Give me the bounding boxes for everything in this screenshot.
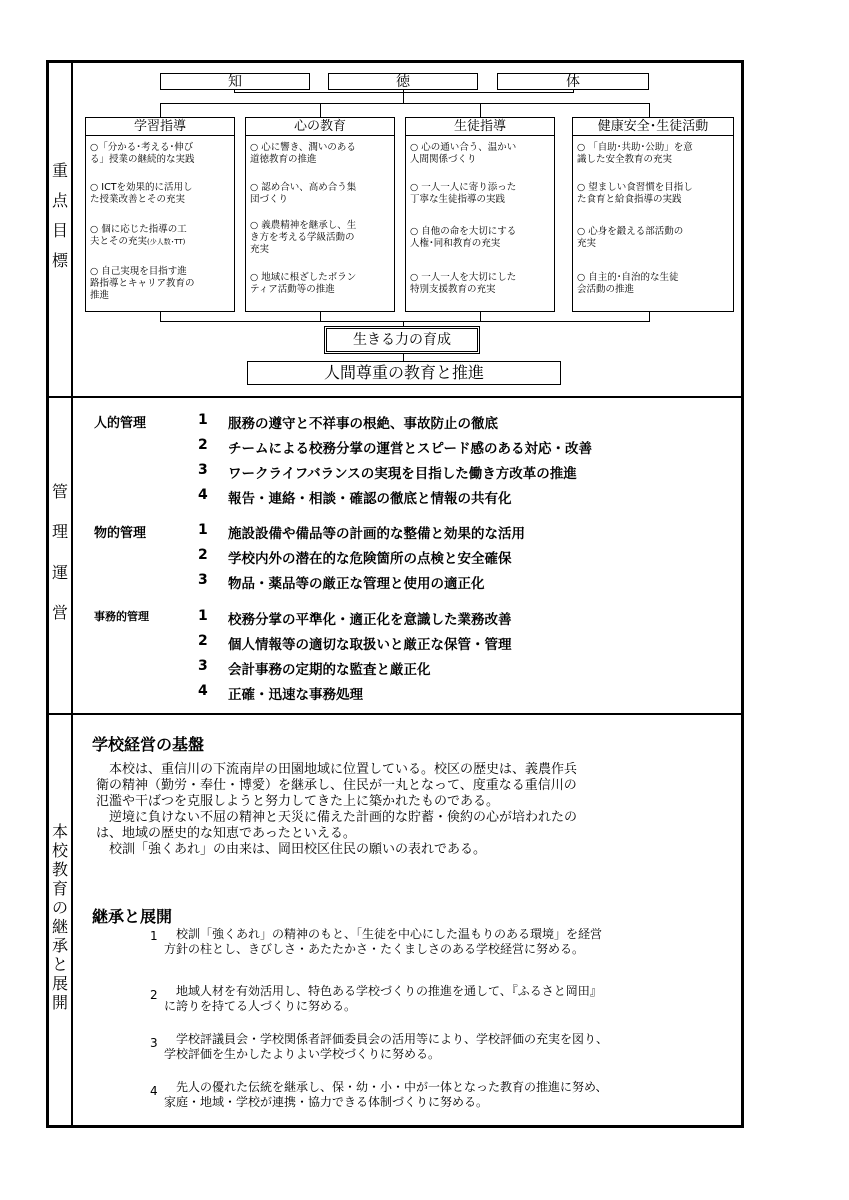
side-char: 標 bbox=[51, 251, 68, 270]
mgmt-item: 校務分掌の平準化・適正化を意識した業務改善 bbox=[228, 612, 512, 628]
connector bbox=[649, 103, 650, 117]
development-line: 先人の優れた伝統を継承し、保・幼・小・中が一体となった教育の推進に努め、 bbox=[164, 1080, 608, 1094]
development-line: 地域人材を有効活用し、特色ある学校づくりの推進を通して、『ふるさと岡田』 bbox=[164, 984, 602, 998]
pillar-body: 体 bbox=[497, 73, 649, 90]
connector bbox=[234, 90, 235, 93]
mgmt-category: 人的管理 bbox=[94, 416, 147, 431]
mgmt-category: 物的管理 bbox=[94, 526, 147, 541]
mgmt-item: ワークライフバランスの実現を目指した働き方改革の推進 bbox=[228, 466, 577, 482]
mgmt-num: 2 bbox=[198, 633, 208, 649]
side-char: 開 bbox=[51, 993, 68, 1012]
goal-item: ○ 望ましい食習慣を目指し た食育と給食指導の実践 bbox=[577, 182, 693, 205]
column-title: 生徒指導 bbox=[406, 118, 554, 136]
mgmt-category: 事務的管理 bbox=[94, 610, 149, 623]
goal-column-heart bbox=[245, 117, 395, 312]
goal-item: ○「分かる･考える･伸び る」授業の継続的な実践 bbox=[90, 142, 195, 165]
connector bbox=[573, 90, 574, 93]
development-line: 家庭・地域・学校が連携・協力できる体制づくりに努める。 bbox=[164, 1095, 489, 1109]
mgmt-item: 会計事務の定期的な監査と厳正化 bbox=[228, 662, 431, 678]
goal-item: ○ 認め合い、高め合う集 団づくり bbox=[250, 182, 357, 205]
goal-column-health bbox=[572, 117, 734, 312]
side-char: 教 bbox=[51, 860, 68, 879]
goal-item: ○ 地域に根ざしたボラン ティア活動等の推進 bbox=[250, 272, 357, 295]
goal-item: ○ 「自助･共助･公助」を意 識した安全教育の充実 bbox=[577, 142, 693, 165]
mgmt-item: チームによる校務分掌の運営とスピード感のある対応・改善 bbox=[228, 441, 592, 457]
mgmt-num: 2 bbox=[198, 547, 208, 563]
goal-item: ○ 自己実現を目指す進 路指導とキャリア教育の 推進 bbox=[90, 266, 195, 301]
mgmt-item: 施設設備や備品等の計画的な整備と効果的な活用 bbox=[228, 526, 525, 542]
development-line: に誇りを持てる人づくりに努める。 bbox=[164, 999, 357, 1013]
mgmt-num: 4 bbox=[198, 683, 208, 699]
side-char: と bbox=[51, 955, 68, 974]
goal-item: ○ 心身を鍛える部活動の 充実 bbox=[577, 226, 684, 249]
foundation-line: 校訓「強くあれ」の由来は、岡田校区住民の願いの表れである。 bbox=[96, 842, 487, 857]
mgmt-num: 1 bbox=[198, 522, 208, 538]
mgmt-num: 4 bbox=[198, 487, 208, 503]
bottom-box-respect: 人間尊重の教育と推進 bbox=[247, 361, 561, 385]
foundation-line: 本校は、重信川の下流南岸の田園地域に位置している。校区の歴史は、義農作兵 bbox=[96, 762, 578, 777]
section-divider-2 bbox=[46, 713, 744, 715]
mgmt-num: 1 bbox=[198, 608, 208, 624]
foundation-line: 衛の精神（勤労・奉仕・博愛）を継承し、住民が一丸となって、度重なる重信川の bbox=[96, 778, 577, 793]
side-char: の bbox=[51, 898, 68, 917]
goal-item: ○ 心に響き、潤いのある 道徳教育の推進 bbox=[250, 142, 356, 165]
section-divider-1 bbox=[46, 396, 744, 398]
goal-item: ○ 自他の命を大切にする 人権･同和教育の充実 bbox=[410, 226, 517, 249]
side-char: 重 bbox=[51, 161, 68, 180]
pillar-virtue: 徳 bbox=[328, 73, 478, 90]
mgmt-num: 2 bbox=[198, 437, 208, 453]
side-char: 点 bbox=[51, 191, 68, 210]
connector bbox=[160, 103, 161, 117]
foundation-line: 逆境に負けない不屈の精神と天災に備えた計画的な貯蓄・倹約の心が培われたの bbox=[96, 810, 578, 825]
connector bbox=[160, 321, 650, 322]
development-num: 4 bbox=[150, 1084, 158, 1098]
goal-item: ○ ICTを効果的に活用し た授業改善とその充実 bbox=[90, 182, 193, 205]
goal-item: ○ 心の通い合う、温かい 人間関係づくり bbox=[410, 142, 517, 165]
side-char: 校 bbox=[51, 841, 68, 860]
goal-item: ○ 一人一人を大切にした 特別支援教育の充実 bbox=[410, 272, 517, 295]
development-num: 1 bbox=[150, 929, 158, 943]
foundation-line: 氾濫や干ばつを克服しようと努力してきた上に築かれたものである。 bbox=[96, 794, 500, 809]
column-title: 健康安全･生徒活動 bbox=[573, 118, 733, 136]
development-num: 3 bbox=[150, 1036, 158, 1050]
foundation-line: は、地域の歴史的な知恵であったといえる。 bbox=[96, 826, 356, 841]
mgmt-num: 3 bbox=[198, 658, 208, 674]
mgmt-item: 学校内外の潜在的な危険箇所の点検と安全確保 bbox=[228, 551, 512, 567]
side-char: 展 bbox=[51, 974, 68, 993]
connector bbox=[160, 103, 650, 104]
mgmt-num: 1 bbox=[198, 412, 208, 428]
connector bbox=[480, 103, 481, 117]
side-char: 営 bbox=[51, 603, 68, 622]
goal-column-learning bbox=[85, 117, 235, 312]
mgmt-item: 個人情報等の適切な取扱いと厳正な保管・管理 bbox=[228, 637, 512, 653]
mgmt-num: 3 bbox=[198, 572, 208, 588]
goal-item: ○ 一人一人に寄り添った 丁寧な生徒指導の実践 bbox=[410, 182, 517, 205]
goal-item: ○ 義農精神を継承し、生 き方を考える学級活動の 充実 bbox=[250, 220, 357, 255]
mgmt-item: 服務の遵守と不祥事の根絶、事故防止の徹底 bbox=[228, 416, 498, 432]
side-char: 理 bbox=[51, 522, 68, 541]
mgmt-item: 報告・連絡・相談・確認の徹底と情報の共有化 bbox=[228, 491, 512, 507]
side-char: 承 bbox=[51, 936, 68, 955]
pillar-knowledge: 知 bbox=[160, 73, 310, 90]
connector bbox=[403, 90, 404, 103]
connector bbox=[320, 103, 321, 117]
side-char: 本 bbox=[51, 822, 68, 841]
side-char: 運 bbox=[51, 563, 68, 582]
column-title: 心の教育 bbox=[246, 118, 394, 136]
mgmt-item: 物品・薬品等の厳正な管理と使用の適正化 bbox=[228, 576, 485, 592]
development-heading: 継承と展開 bbox=[92, 907, 173, 926]
mgmt-num: 3 bbox=[198, 462, 208, 478]
side-char: 管 bbox=[51, 482, 68, 501]
goal-column-guidance bbox=[405, 117, 555, 312]
goal-item: ○ 個に応じた指導の工 夫とその充実(少人数･TT) bbox=[90, 224, 187, 247]
side-char: 継 bbox=[51, 917, 68, 936]
connector bbox=[234, 92, 574, 93]
center-box-ikiru: 生きる力の育成 bbox=[324, 326, 480, 354]
development-line: 方針の柱とし、きびしさ・あたたかさ・たくましさのある学校経営に努める。 bbox=[164, 942, 585, 956]
foundation-heading: 学校経営の基盤 bbox=[92, 735, 205, 754]
development-line: 学校評価を生かしたよりよい学校づくりに努める。 bbox=[164, 1047, 441, 1061]
development-line: 学校評議員会・学校関係者評価委員会の活用等により、学校評価の充実を図り、 bbox=[164, 1032, 609, 1046]
side-char: 育 bbox=[51, 879, 68, 898]
mgmt-item: 正確・迅速な事務処理 bbox=[228, 687, 363, 703]
development-line: 校訓「強くあれ」の精神のもと、「生徒を中心にした温もりのある環境」を経営 bbox=[164, 927, 603, 941]
side-char: 目 bbox=[51, 221, 68, 240]
goal-item: ○ 自主的･自治的な生徒 会活動の推進 bbox=[577, 272, 679, 295]
column-title: 学習指導 bbox=[86, 118, 234, 136]
development-num: 2 bbox=[150, 988, 158, 1002]
